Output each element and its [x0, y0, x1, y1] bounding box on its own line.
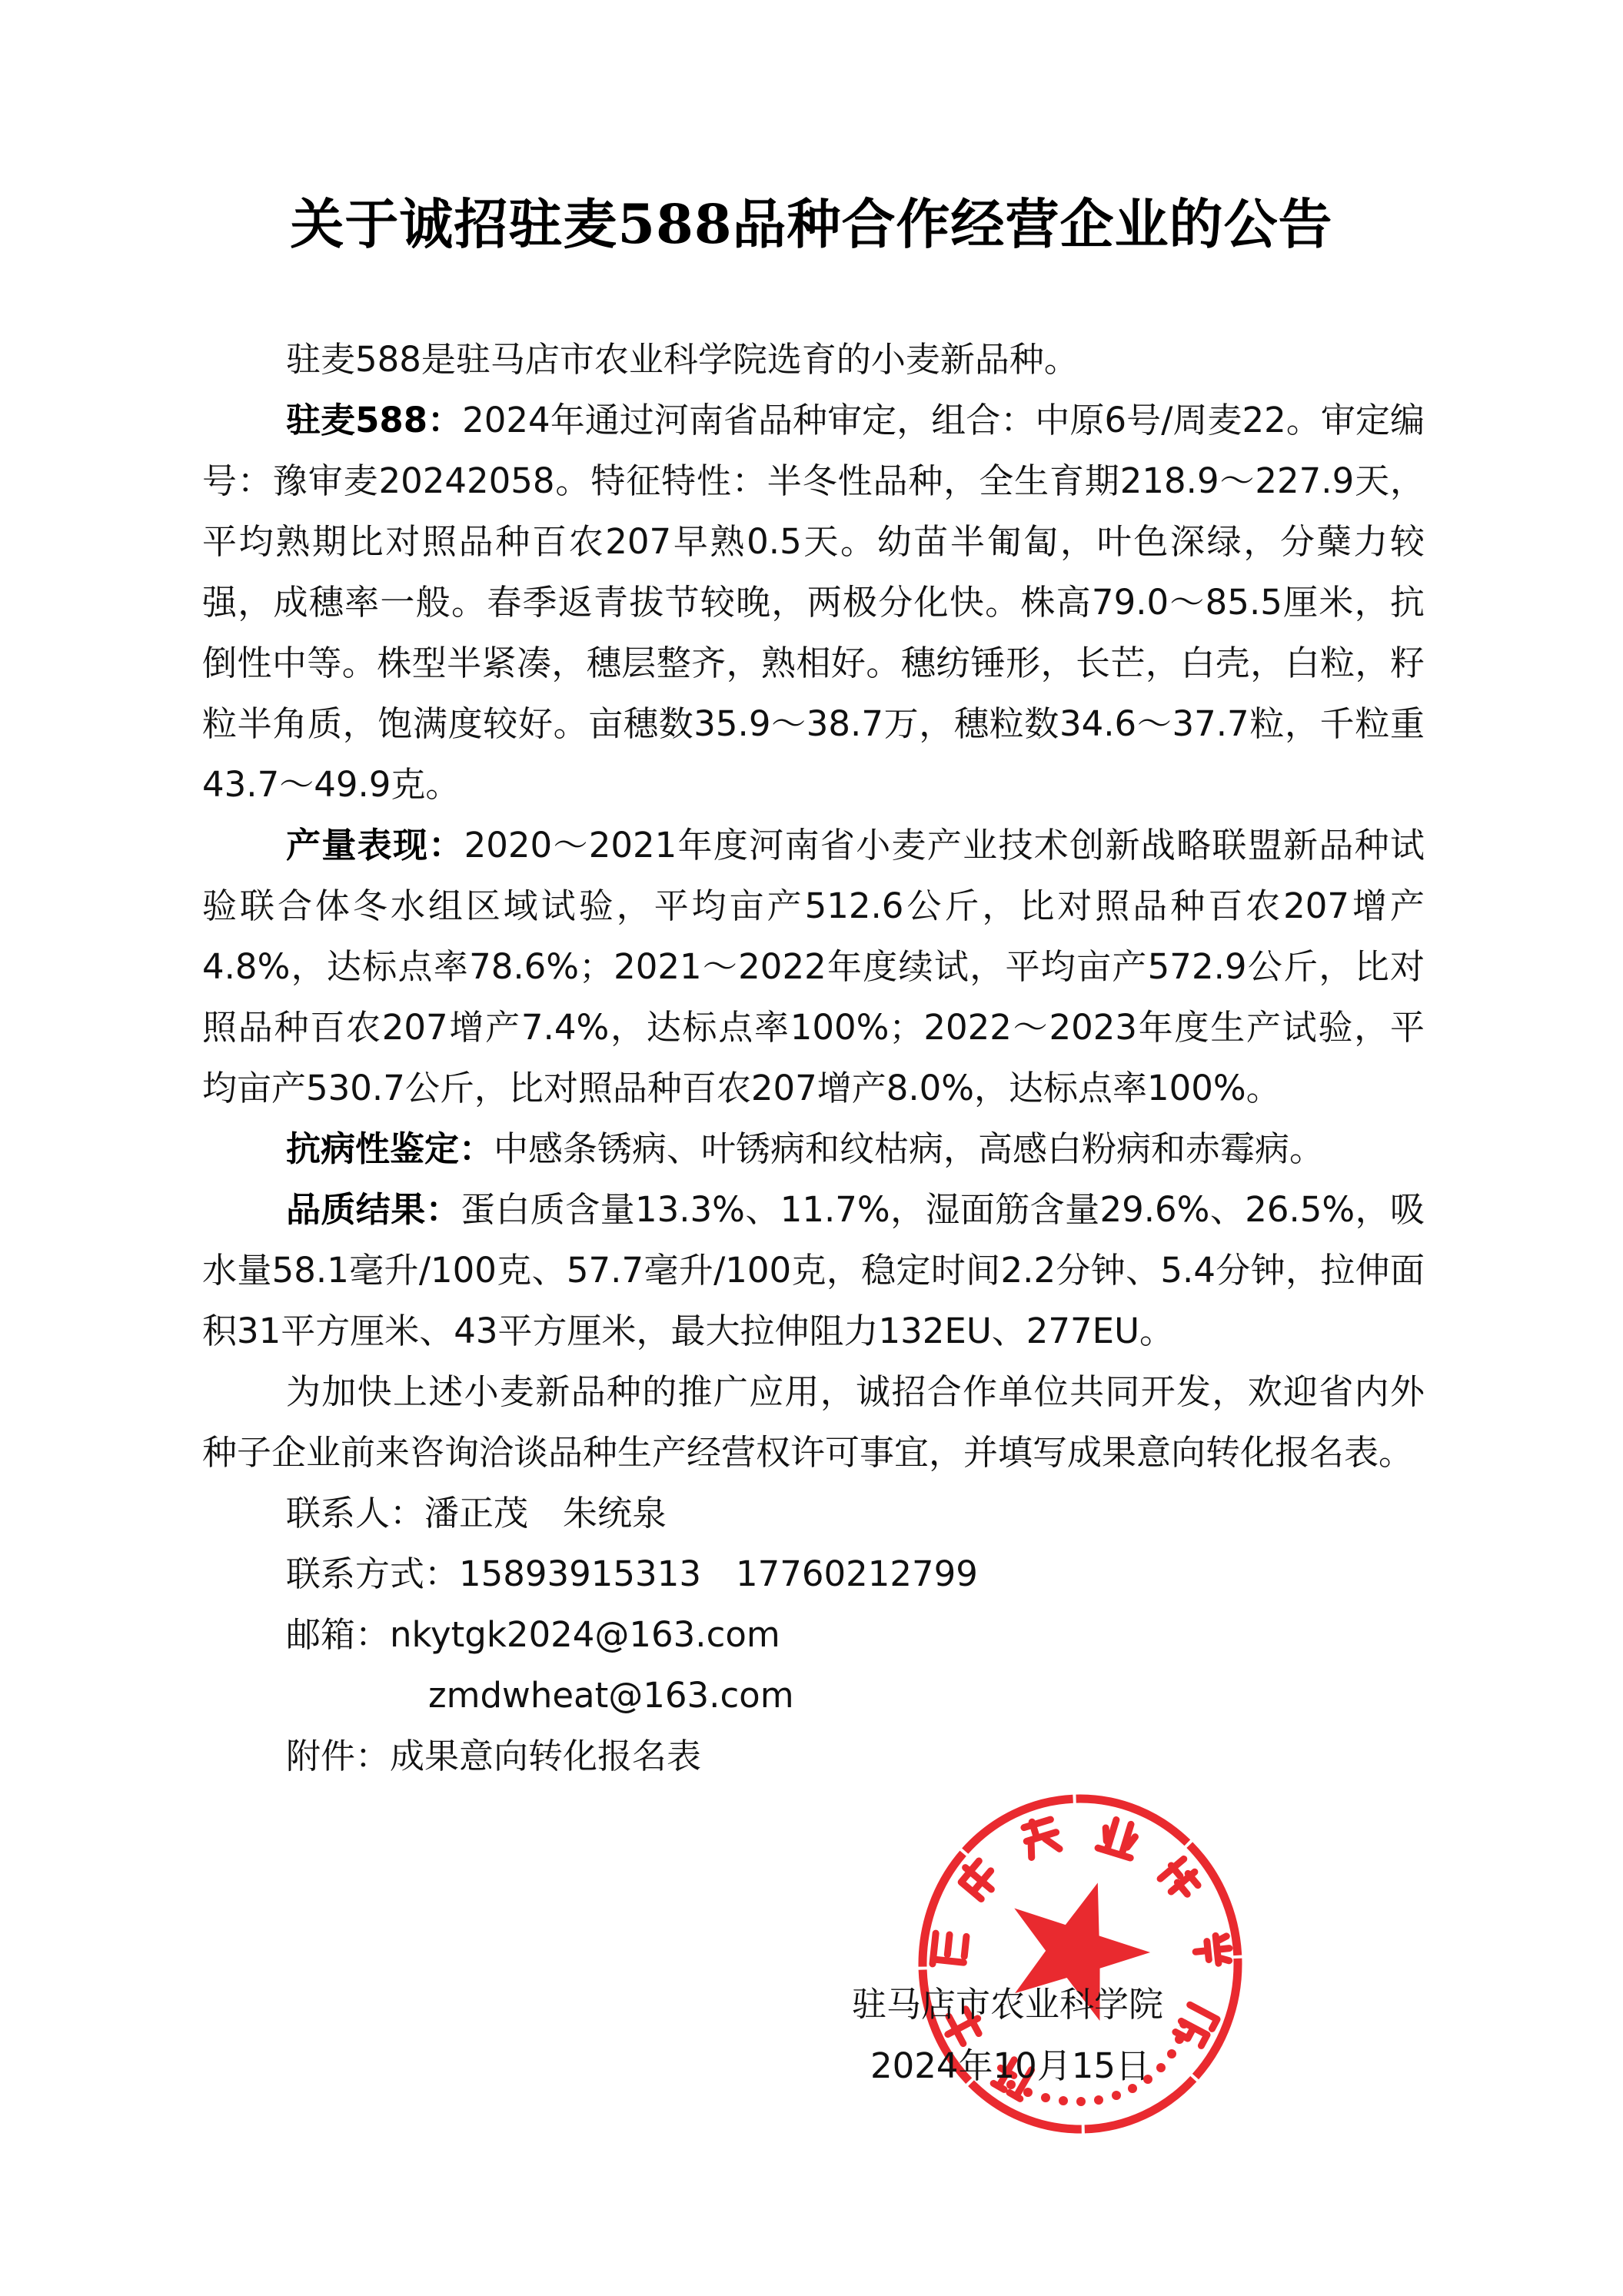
disease-paragraph: [202, 1118, 1425, 1179]
quality-label: 品质结果：: [286, 1189, 461, 1230]
contact-people: 潘正茂 朱统泉: [424, 1493, 667, 1533]
attachment-line: [202, 1726, 1425, 1786]
contact-phone-line: [202, 1543, 1425, 1604]
contact-phones[interactable]: 15893915313 17760212799: [459, 1553, 978, 1594]
document-body: [202, 329, 1425, 1786]
disease-label: 抗病性鉴定：: [286, 1128, 494, 1169]
signature-date: 2024年10月15日: [870, 2045, 1151, 2086]
contact-email-1[interactable]: nkytgk2024@163.com: [390, 1614, 780, 1655]
attachment-label: 附件：: [286, 1736, 391, 1776]
signature-organization: 驻马店市农业科学院: [852, 1984, 1164, 2025]
contact-email-2[interactable]: zmdwheat@163.com: [428, 1675, 794, 1716]
quality-paragraph: [202, 1179, 1425, 1361]
intro-paragraph: 驻麦588是驻马店市农业科学院选育的小麦新品种。: [286, 339, 1079, 380]
quality-text: 蛋白质含量13.3%、11.7%，湿面筋含量29.6%、26.5%，吸水量58.1毫升/100克、57.7毫升/100克，稳定时间2.2分钟、5.4分钟，拉伸面积31平方厘米、43平方厘米，最大拉伸阻力132EU、277EU。: [202, 1189, 1425, 1351]
invitation-paragraph: 为加快上述小麦新品种的推广应用，诚招合作单位共同开发，欢迎省内外种子企业前来咨询洽谈品种生产经营权许可事宜，并填写成果意向转化报名表。: [202, 1371, 1425, 1473]
yield-paragraph: [202, 815, 1425, 1118]
variety-paragraph: [202, 390, 1425, 815]
official-seal-stamp: [896, 1783, 1265, 2152]
contact-people-line: [202, 1483, 1425, 1543]
contact-phone-label: 联系方式：: [286, 1553, 460, 1594]
document-title: 关于诚招驻麦588品种合作经营企业的公告: [290, 192, 1333, 256]
attachment-link[interactable]: 成果意向转化报名表: [390, 1736, 702, 1776]
contact-email-label: 邮箱：: [286, 1614, 391, 1655]
variety-text: 2024年通过河南省品种审定，组合：中原6号/周麦22。审定编号：豫审麦20242058。特征特性：半冬性品种，全生育期218.9～227.9天，平均熟期比对照品种百农207早熟0.5天。幼苗半匍匐，叶色深绿，分蘖力较强，成穗率一般。春季返青拔节较晚，两极分化快。株高79.0～85.5厘米，抗倒性中等。株型半紧凑，穗层整齐，熟相好。穗纺锤形，长芒，白壳，白粒，籽粒半角质，饱满度较好。亩穗数35.9～38.7万，穗粒数34.6～37.7粒，千粒重43.7～49.9克。: [202, 400, 1425, 805]
yield-label: 产量表现：: [286, 825, 464, 866]
yield-text: 2020～2021年度河南省小麦产业技术创新战略联盟新品种试验联合体冬水组区域试验，平均亩产512.6公斤，比对照品种百农207增产4.8%，达标点率78.6%；2021～2022年度续试，平均亩产572.9公斤，比对照品种百农207增产7.4%，达标点率100%；2022～2023年度生产试验，平均亩产530.7公斤，比对照品种百农207增产8.0%，达标点率100%。: [202, 825, 1425, 1108]
contact-people-label: 联系人：: [286, 1493, 425, 1533]
contact-email-line: [202, 1604, 1425, 1665]
disease-text: 中感条锈病、叶锈病和纹枯病，高感白粉病和赤霉病。: [494, 1128, 1325, 1169]
variety-label: 驻麦588：: [286, 400, 463, 440]
signature-block: [852, 1974, 1163, 2097]
contact-email-line-2: [202, 1665, 1425, 1726]
